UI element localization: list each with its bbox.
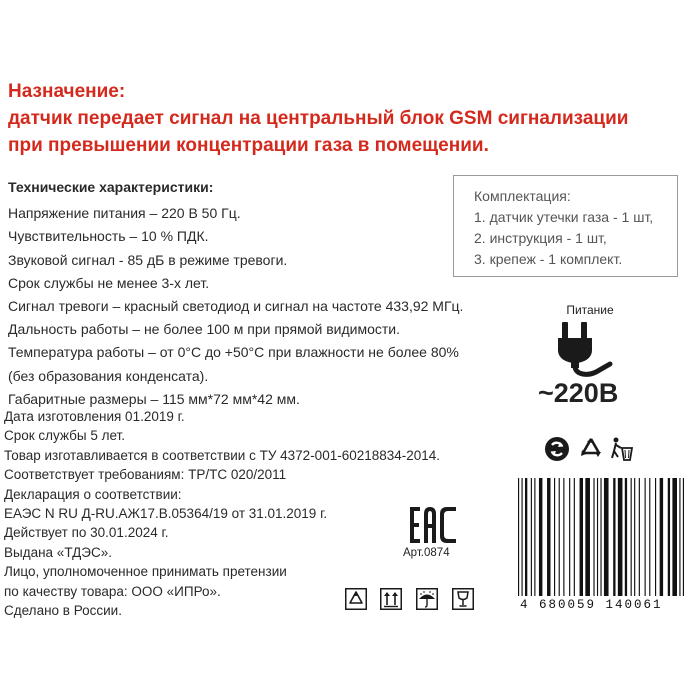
power-label: Питание (566, 303, 614, 317)
info-line: по качеству товара: ООО «ИПРо». (4, 583, 221, 599)
kit-item: 3. крепеж - 1 комплект. (474, 251, 623, 267)
keep-dry-umbrella-icon (416, 588, 438, 610)
recycle-circle-icon (544, 436, 570, 462)
spec-line: Дальность работы – не более 100 м при прямой видимости. (8, 321, 401, 338)
plug-icon (558, 320, 618, 378)
barcode-bar (634, 478, 635, 596)
spec-line: Срок службы не менее 3-х лет. (8, 274, 210, 291)
barcode-bar (631, 478, 632, 596)
kit-box (453, 175, 678, 277)
purpose-block (8, 78, 628, 159)
barcode-bar (668, 478, 670, 596)
info-line: Срок службы 5 лет. (4, 428, 125, 444)
info-line: Дата изготовления 01.2019 г. (4, 409, 185, 424)
barcode-bar (618, 478, 623, 596)
article-number: Арт.0874 (403, 547, 450, 559)
this-way-up-icon (380, 588, 402, 610)
barcode-bar (679, 478, 680, 596)
barcode-bar (600, 478, 601, 596)
tidy-man-icon (610, 436, 636, 462)
purpose-line-2: при превышении концентрации газа в помещении. (8, 135, 489, 156)
barcode-bar (585, 478, 590, 596)
spec-line: Габаритные размеры – 115 мм*72 мм*42 мм. (8, 390, 300, 407)
barcode-bar (604, 478, 609, 596)
barcode-bar (649, 478, 650, 596)
kit-item: 2. инструкция - 1 шт, (474, 230, 607, 246)
barcode-bar (639, 478, 640, 596)
barcode-bar (625, 478, 627, 596)
barcode-bar (531, 478, 532, 596)
barcode-bar (563, 478, 564, 596)
barcode-bar (645, 478, 646, 596)
barcode-bar (559, 478, 560, 596)
barcode-bar (660, 478, 663, 596)
purpose-line-1: датчик передает сигнал на центральный блок GSM сигнализации (8, 108, 629, 129)
recyclable-packaging-icon (345, 588, 367, 610)
fragile-glass-icon (452, 588, 474, 610)
eac-mark-icon (408, 506, 458, 544)
barcode-bar (580, 478, 583, 596)
info-line: Действует по 30.01.2024 г. (4, 525, 169, 541)
info-block (4, 407, 440, 620)
spec-line: Звуковой сигнал - 85 дБ в режиме тревоги. (8, 251, 288, 268)
barcode-bar (525, 478, 527, 596)
spec-line: Чувствительность – 10 % ПДК. (8, 228, 209, 245)
kit-item: 1. датчик утечки газа - 1 шт, (474, 209, 654, 225)
barcode-bar (539, 478, 542, 596)
spec-line: Температура работы – от 0°С до +50°С при влажности не более 80% (8, 344, 459, 361)
barcode-bar (672, 478, 677, 596)
barcode-bar (597, 478, 598, 596)
info-line: Декларация о соответствии: (4, 486, 182, 502)
barcode-icon (516, 478, 688, 596)
barcode-bar (683, 478, 684, 596)
info-line: Сделано в России. (4, 603, 122, 619)
info-line: Лицо, уполномоченное принимать претензии (4, 564, 287, 580)
spec-line: Напряжение питания – 220 В 50 Гц. (8, 205, 241, 222)
barcode-bar (522, 478, 523, 596)
voltage-label: ~220В (538, 378, 619, 408)
barcode-bar (593, 478, 594, 596)
info-line: Выдана «ТДЭС». (4, 544, 112, 560)
specs-block (8, 176, 463, 411)
barcode-bar (534, 478, 535, 596)
barcode-bar (518, 478, 519, 596)
specs-title: Технические характеристики: (8, 179, 214, 195)
barcode-bar (554, 478, 555, 596)
kit-title: Комплектация: (474, 188, 571, 204)
recycle-triangle-icon (578, 436, 604, 462)
barcode-bar (569, 478, 570, 596)
spec-line: Сигнал тревоги – красный светодиод и сигнал на частоте 433,92 МГц. (8, 298, 464, 315)
spec-line: (без образования конденсата). (8, 367, 209, 384)
barcode-bar (655, 478, 656, 596)
info-line: Соответствует требованиям: ТР/ТС 020/2011 (4, 467, 287, 483)
purpose-heading: Назначение: (8, 81, 126, 102)
info-line: ЕАЭС N RU Д-RU.АЖ17.В.05364/19 от 31.01.2019 г. (4, 506, 328, 522)
info-line: Товар изготавливается в соответствии с ТУ 4372-001-60218834-2014. (4, 447, 441, 463)
barcode-bar (547, 478, 550, 596)
barcode-bar (574, 478, 575, 596)
barcode-bar (613, 478, 615, 596)
barcode-number: 4 680059 140061 (520, 598, 663, 612)
